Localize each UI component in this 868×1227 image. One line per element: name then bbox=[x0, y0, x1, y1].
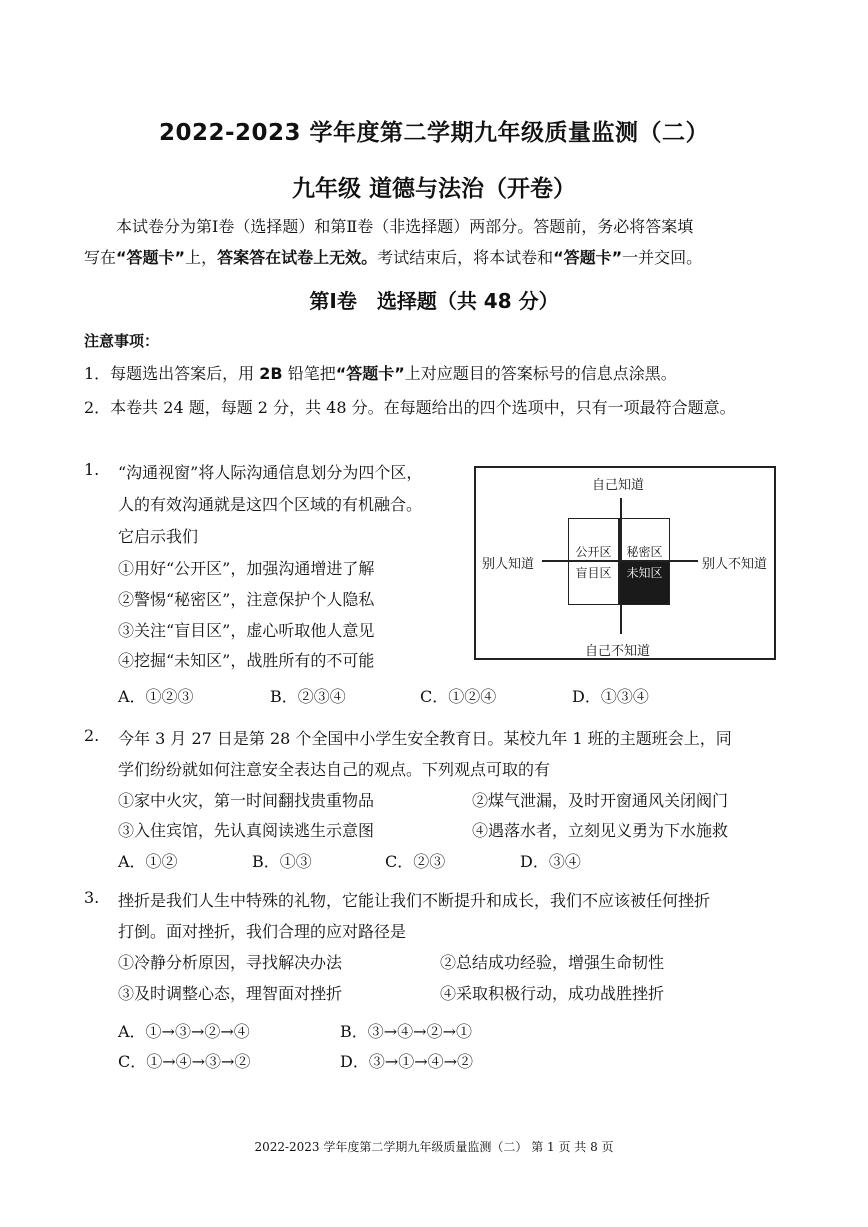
intro-text: 上， bbox=[185, 248, 218, 267]
statement: ②煤气泄漏，及时开窗通风关闭阀门 bbox=[472, 791, 729, 810]
cell-label: 公开区 bbox=[575, 545, 612, 559]
statement: ④挖掘“未知区”，战胜所有的不可能 bbox=[118, 651, 375, 670]
intro-text: 考试结束后，将本试卷和 bbox=[377, 248, 554, 267]
cell-label: 未知区 bbox=[626, 566, 663, 580]
statement: ①用好“公开区”，加强沟通增进了解 bbox=[118, 559, 375, 578]
option: B．②③④ bbox=[270, 687, 346, 706]
exam-subtitle: 九年级 道德与法治（开卷） bbox=[291, 176, 576, 202]
diagram-label-top: 自己知道 bbox=[592, 478, 645, 493]
option: C．①②④ bbox=[420, 687, 497, 706]
diagram-label-bottom: 自己不知道 bbox=[585, 644, 651, 659]
question-stem-line: 挫折是我们人生中特殊的礼物，它能让我们不断提升和成长，我们不应该被任何挫折 bbox=[118, 891, 711, 910]
notice-heading: 注意事项： bbox=[84, 332, 160, 350]
question-number: 2. bbox=[84, 726, 100, 745]
intro-line-2 bbox=[84, 242, 784, 273]
statement: ②总结成功经验，增强生命韧性 bbox=[440, 953, 665, 972]
notice-item-2: 2．本卷共 24 题，每题 2 分，共 48 分。在每题给出的四个选项中，只有一项最符合题意。 bbox=[84, 398, 736, 417]
statement: ③关注“盲目区”，虚心听取他人意见 bbox=[118, 621, 375, 640]
statement: ③入住宾馆，先认真阅读逃生示意图 bbox=[118, 821, 375, 840]
question-stem-line: “沟通视窗”将人际沟通信息划分为四个区， bbox=[118, 463, 423, 482]
option: B．①③ bbox=[252, 852, 312, 871]
option: A．①② bbox=[118, 852, 178, 871]
diagram-cell-open bbox=[568, 518, 619, 562]
cell-label: 秘密区 bbox=[626, 545, 663, 559]
cell-label: 盲目区 bbox=[575, 566, 612, 580]
option: C．②③ bbox=[385, 852, 446, 871]
question-stem-line: 今年 3 月 27 日是第 28 个全国中小学生安全教育日。某校九年 1 班的主题班会上，同 bbox=[118, 729, 732, 748]
option: A．①②③ bbox=[118, 687, 194, 706]
intro-bold: 答案答在试卷上无效。 bbox=[217, 248, 378, 267]
diagram-label-left: 别人知道 bbox=[482, 557, 535, 572]
option: D．③→①→④→② bbox=[340, 1052, 474, 1071]
diagram-cell-hidden bbox=[619, 518, 670, 562]
question-number: 1. bbox=[84, 460, 100, 479]
statement: ②警惕“秘密区”，注意保护个人隐私 bbox=[118, 590, 375, 609]
option: B．③→④→②→① bbox=[340, 1022, 472, 1041]
statement: ④遇落水者，立刻见义勇为下水施救 bbox=[472, 821, 729, 840]
intro-paragraph bbox=[84, 211, 784, 273]
johari-window-diagram bbox=[474, 466, 776, 660]
notice-bold: 2B bbox=[259, 364, 283, 383]
statement: ③及时调整心态，理智面对挫折 bbox=[118, 984, 343, 1003]
notice-text: 1．每题选出答案后，用 bbox=[84, 364, 260, 383]
question-stem-line: 它启示我们 bbox=[118, 527, 199, 546]
diagram-label-right: 别人不知道 bbox=[702, 557, 768, 572]
intro-text: 一并交回。 bbox=[622, 248, 703, 267]
notice-text: 铅笔把 bbox=[282, 364, 336, 383]
exam-title: 2022-2023 学年度第二学期九年级质量监测（二） bbox=[158, 120, 710, 146]
page-footer: 2022-2023 学年度第二学期九年级质量监测（二） 第 1 页 共 8 页 bbox=[254, 1140, 614, 1154]
statement: ①冷静分析原因，寻找解决办法 bbox=[118, 953, 343, 972]
option: A．①→③→②→④ bbox=[118, 1022, 250, 1041]
diagram-cell-blind bbox=[568, 561, 619, 605]
intro-line-1: 本试卷分为第Ⅰ卷（选择题）和第Ⅱ卷（非选择题）两部分。答题前，务必将答案填 bbox=[116, 217, 694, 236]
option: D．①③④ bbox=[572, 687, 649, 706]
intro-bold: “答题卡” bbox=[116, 248, 186, 267]
option: D．③④ bbox=[520, 852, 581, 871]
question-stem-line: 学们纷纷就如何注意安全表达自己的观点。下列观点可取的有 bbox=[118, 760, 551, 779]
intro-text: 写在 bbox=[84, 248, 117, 267]
intro-bold: “答题卡” bbox=[553, 248, 623, 267]
option: C．①→④→③→② bbox=[118, 1052, 251, 1071]
notice-bold: “答题卡” bbox=[335, 364, 405, 383]
notice-item-1 bbox=[84, 361, 677, 384]
question-stem-line: 打倒。面对挫折，我们合理的应对路径是 bbox=[118, 922, 407, 941]
section-title: 第Ⅰ卷 选择题（共 48 分） bbox=[309, 289, 559, 313]
statement: ④采取积极行动，成功战胜挫折 bbox=[440, 984, 665, 1003]
question-number: 3. bbox=[84, 888, 100, 907]
diagram-cell-unknown bbox=[619, 561, 670, 605]
statement: ①家中火灾，第一时间翻找贵重物品 bbox=[118, 791, 375, 810]
notice-text: 上对应题目的答案标号的信息点涂黑。 bbox=[404, 364, 677, 383]
question-stem-line: 人的有效沟通就是这四个区域的有机融合。 bbox=[118, 495, 423, 514]
